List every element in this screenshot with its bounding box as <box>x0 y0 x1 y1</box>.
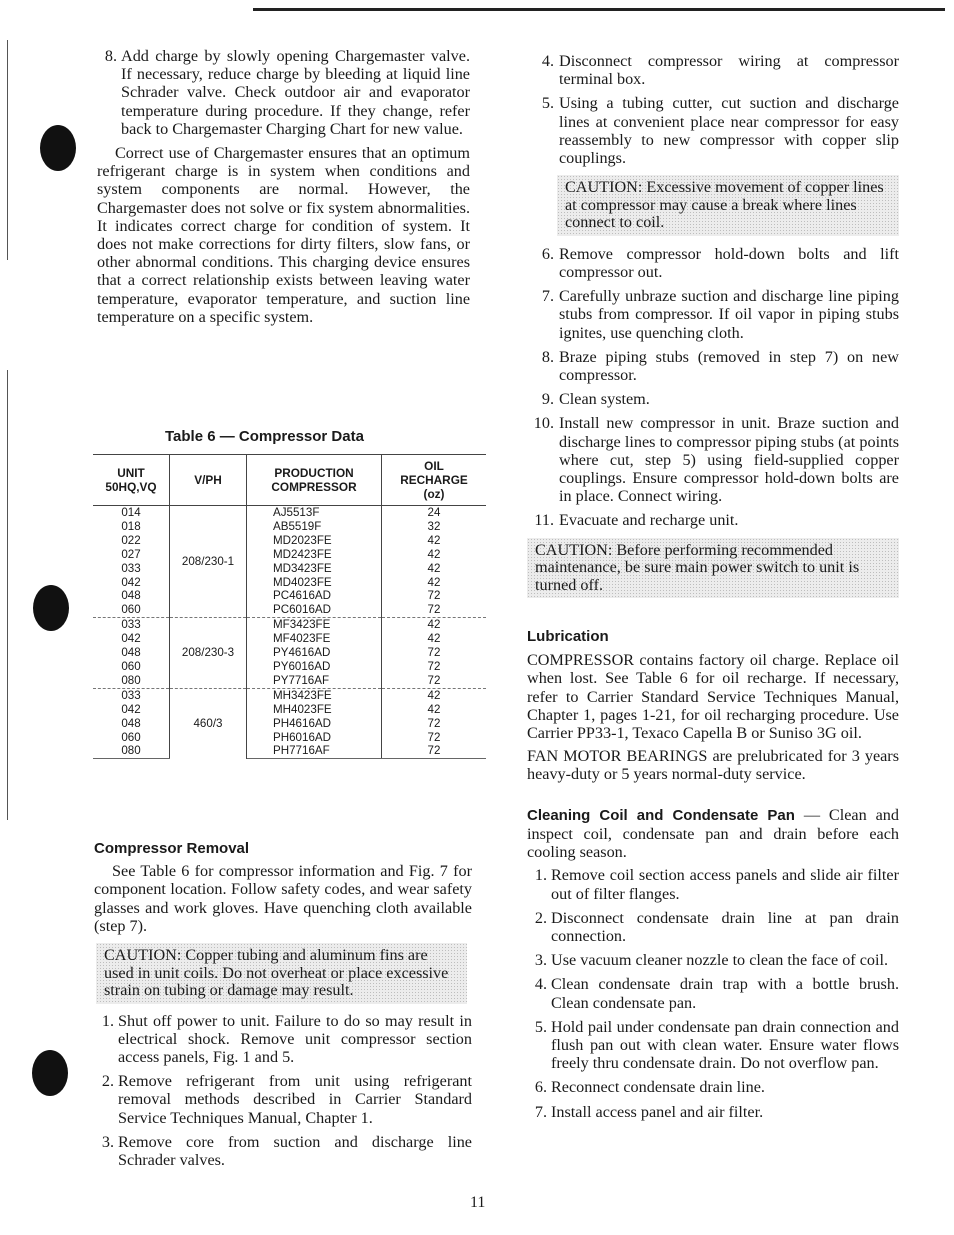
step-text: Shut off power to unit. Failure to do so may result in electrical shock. Remove unit compressor section access panels, Fig. 1 and 5. <box>118 1011 472 1066</box>
cell-compressor: PY6016AD <box>247 660 382 674</box>
table-row <box>93 674 486 688</box>
step-item <box>527 287 899 342</box>
table-row <box>93 688 486 702</box>
step-text: Add charge by slowly opening Chargemaster valve. If necessary, reduce charge by bleeding at liquid line Schrader valve. Check outdoor air and evaporator temperature during procedure. If they change, refer back to Chargemaster Charging Chart for new value. <box>121 47 470 138</box>
cell-unit: 060 <box>93 731 170 745</box>
step-item <box>527 975 899 1011</box>
step-number: 8. <box>104 47 117 65</box>
cell-oil: 72 <box>427 716 441 730</box>
cell-compressor: MF4023FE <box>247 632 382 646</box>
top-rule <box>253 8 945 11</box>
step-item <box>527 348 899 384</box>
cell-compressor: PH6016AD <box>247 731 382 745</box>
cleaning-intro <box>527 806 899 862</box>
compressor-removal-section <box>94 840 472 1175</box>
cell-unit: 027 <box>93 548 170 562</box>
step-item <box>527 94 899 167</box>
step-number: 3. <box>534 951 547 970</box>
cell-unit: 048 <box>93 717 170 731</box>
punch-hole <box>40 125 76 171</box>
step-text: Braze piping stubs (removed in step 7) on new compressor. <box>559 347 899 384</box>
header-unit: UNIT 50HQ,VQ <box>93 455 170 506</box>
cell-compressor: AJ5513F <box>247 506 382 520</box>
table-row <box>93 618 486 632</box>
step-text: Remove compressor hold-down bolts and lift compressor out. <box>559 244 899 281</box>
compressor-removal-intro: See Table 6 for compressor information and Fig. 7 for component location. Follow safety codes, and wear safety glasses and work gloves. Have quenching cloth available (step 7). <box>94 862 472 935</box>
cell-compressor: MF3423FE <box>247 618 382 632</box>
table-row <box>93 632 486 646</box>
binder-edge-line <box>7 370 8 820</box>
cell-unit: 060 <box>93 660 170 674</box>
cell-compressor: PH7716AF <box>247 744 382 758</box>
step-number: 9. <box>541 390 554 409</box>
binder-edge-line <box>7 40 8 260</box>
step-item <box>527 1103 899 1121</box>
cell-oil: 72 <box>382 744 487 758</box>
steps-group-a <box>527 52 899 167</box>
cell-unit: 042 <box>93 632 170 646</box>
cell-unit: 033 <box>93 618 170 632</box>
cleaning-intro-text: — Clean and inspect coil, condensate pan and drain before each cooling season. <box>527 805 899 862</box>
caution-box: CAUTION: Copper tubing and aluminum fins are used in unit coils. Do not overheat or place excessive strain on tubing or damage may result. <box>96 943 467 1004</box>
step-number: 5. <box>541 94 554 113</box>
cell-compressor: MD2423FE <box>247 548 382 562</box>
step-number: 7. <box>534 1102 547 1121</box>
cell-oil: 72 <box>427 646 441 660</box>
table-row <box>93 506 486 520</box>
cell-compressor: PY4616AD <box>247 646 382 660</box>
step-8 <box>97 47 470 138</box>
step-number: 4. <box>534 975 547 994</box>
step-text: Disconnect condensate drain line at pan drain connection. <box>551 908 899 945</box>
compressor-removal-heading: Compressor Removal <box>94 840 250 857</box>
cell-oil: 42 <box>382 688 487 702</box>
table-row <box>93 548 486 562</box>
cleaning-heading: Cleaning Coil and Condensate Pan <box>527 806 795 824</box>
cell-compressor: AB5519F <box>247 520 382 534</box>
step-item <box>527 511 899 529</box>
cell-oil: 32 <box>427 519 441 533</box>
step-number: 1. <box>534 866 547 885</box>
left-column <box>97 47 470 326</box>
punch-hole <box>33 585 69 631</box>
step-item <box>527 951 899 969</box>
step-number: 5. <box>534 1017 547 1036</box>
step-text: Remove core from suction and discharge line Schrader valves. <box>118 1132 472 1169</box>
cell-compressor: MD2023FE <box>247 534 382 548</box>
table-row <box>93 660 486 674</box>
cleaning-steps <box>527 866 899 1120</box>
step-item <box>527 909 899 945</box>
step-text: Using a tubing cutter, cut suction and discharge lines at convenient place near compressor for easy reassembly to new compressor with copper slip couplings. <box>559 94 899 168</box>
step-number: 6. <box>534 1078 547 1097</box>
cell-oil: 42 <box>427 533 441 547</box>
cell-compressor: PC4616AD <box>247 589 382 603</box>
cell-compressor: PH4616AD <box>247 717 382 731</box>
header-production: PRODUCTION COMPRESSOR <box>247 455 382 506</box>
step-number: 8. <box>541 347 554 366</box>
cell-unit: 042 <box>93 576 170 590</box>
cell-vph: 208/230-3 <box>170 618 247 689</box>
step-text: Hold pail under condensate pan drain connection and flush pan out with clean water. Ensure water flows freely thru condensate drain. Do not overflow pan. <box>551 1017 899 1073</box>
cell-oil: 72 <box>427 589 441 603</box>
step-number: 2. <box>534 908 547 927</box>
table-row <box>93 603 486 617</box>
step-text: Disconnect compressor wiring at compressor terminal box. <box>559 52 899 89</box>
step-item <box>527 52 899 88</box>
steps-group-b <box>527 245 899 530</box>
cell-oil: 42 <box>427 547 441 561</box>
cell-compressor: PC6016AD <box>247 603 382 617</box>
step-item <box>527 414 899 505</box>
cell-oil: 72 <box>427 673 441 687</box>
step-item <box>527 1078 899 1096</box>
step-number: 6. <box>541 244 554 263</box>
table-row <box>93 717 486 731</box>
lubrication-fan-motor: FAN MOTOR BEARINGS are prelubricated for 3 years heavy-duty or 5 years normal-duty service. <box>527 747 899 784</box>
cell-unit: 048 <box>93 589 170 603</box>
cell-oil: 24 <box>427 506 441 519</box>
table-title: Table 6 — Compressor Data <box>165 428 364 445</box>
cell-oil: 42 <box>427 575 441 589</box>
table-row <box>93 589 486 603</box>
cell-unit: 014 <box>93 506 170 520</box>
header-oil: OIL RECHARGE (oz) <box>382 455 487 506</box>
step-number: 2. <box>101 1072 114 1091</box>
step-number: 11. <box>534 511 554 530</box>
step-number: 7. <box>541 287 554 306</box>
caution-box: CAUTION: Before performing recommended maintenance, be sure main power switch to unit is turned off. <box>527 538 899 599</box>
cell-vph: 208/230-1 <box>170 506 247 618</box>
table-row <box>93 576 486 590</box>
compressor-data-table <box>93 454 486 759</box>
step-item <box>527 1018 899 1073</box>
step-item <box>94 1012 472 1067</box>
step-text: Remove refrigerant from unit using refrigerant removal methods described in Carrier Standard Service Techniques Manual, Chapter 1. <box>118 1072 472 1127</box>
step-number: 4. <box>541 52 554 70</box>
step-text: Remove coil section access panels and slide air filter out of filter flanges. <box>551 866 899 903</box>
step-text: Clean system. <box>559 390 650 409</box>
cell-unit: 080 <box>93 744 170 758</box>
cell-unit: 042 <box>93 703 170 717</box>
cell-unit: 060 <box>93 603 170 617</box>
table-row <box>93 731 486 745</box>
step-text: Evacuate and recharge unit. <box>559 511 739 530</box>
cell-vph: 460/3 <box>170 688 247 759</box>
cell-oil: 42 <box>427 632 441 646</box>
cell-unit: 080 <box>93 674 170 688</box>
header-vph: V/PH <box>170 455 247 506</box>
cell-oil: 72 <box>427 730 441 744</box>
table-row <box>93 562 486 576</box>
step-item <box>527 390 899 408</box>
step-text: Carefully unbraze suction and discharge line piping stubs from compressor. If oil vapor in piping stubs ignites, use quenching cloth. <box>559 287 899 342</box>
step-number: 1. <box>101 1011 114 1030</box>
step-item <box>527 245 899 281</box>
table-row <box>93 534 486 548</box>
step-text: Use vacuum cleaner nozzle to clean the face of coil. <box>551 951 889 970</box>
cell-oil: 42 <box>427 561 441 575</box>
cell-compressor: MH3423FE <box>247 688 382 702</box>
step-number: 3. <box>101 1132 114 1151</box>
cell-unit: 018 <box>93 520 170 534</box>
cell-compressor: MH4023FE <box>247 703 382 717</box>
step-text: Reconnect condensate drain line. <box>551 1078 765 1097</box>
cell-unit: 022 <box>93 534 170 548</box>
step-item <box>94 1072 472 1127</box>
step-number: 10. <box>533 414 554 433</box>
step-item <box>527 866 899 902</box>
removal-steps <box>94 1012 472 1170</box>
step-text: Install new compressor in unit. Braze suction and discharge lines to compressor piping stubs (at points where cut, step 5) using field-supplied copper couplings. Ensure compressor hold-down bolts are in place. Connect wiring. <box>559 414 899 506</box>
step-text: Clean condensate drain trap with a bottle brush. Clean condensate pan. <box>551 975 899 1012</box>
caution-box: CAUTION: Excessive movement of copper lines at compressor may cause a break where lines connect to coil. <box>557 175 899 236</box>
right-column <box>527 52 899 1127</box>
step-item <box>94 1133 472 1169</box>
cell-oil: 42 <box>427 702 441 716</box>
table-row <box>93 703 486 717</box>
cell-oil: 72 <box>427 603 441 617</box>
cell-compressor: MD3423FE <box>247 562 382 576</box>
step-text: Install access panel and air filter. <box>551 1102 764 1121</box>
cell-unit: 033 <box>93 562 170 576</box>
cell-oil: 72 <box>427 659 441 673</box>
page-number: 11 <box>470 1194 486 1211</box>
cell-unit: 048 <box>93 646 170 660</box>
chargemaster-paragraph: Correct use of Chargemaster ensures that an optimum refrigerant charge is in system when conditions and system components are normal. However, the Chargemaster does not solve or fix system abnormalities. It indicates correct charge for condition of system. It does not make corrections for dirty filters, slow fans, or other abnormal conditions. This charging device ensures that a correct relationship exists between leaving water temperature, evaporator temperature, and suction line temperature on a specific system. <box>97 144 470 326</box>
punch-hole <box>32 1050 68 1096</box>
cell-unit: 033 <box>93 688 170 702</box>
table-row <box>93 520 486 534</box>
table-row <box>93 646 486 660</box>
cell-compressor: PY7716AF <box>247 674 382 688</box>
cell-oil: 42 <box>382 618 487 632</box>
table-row <box>93 744 486 758</box>
lubrication-compressor: COMPRESSOR contains factory oil charge. Replace oil when lost. See Table 6 for oil recharge. If necessary, refer to Carrier Standard Service Techniques Manual, Chapter 1, pages 1-21, for oil recharging procedure. Use Carrier PP33-1, Texaco Capella B or Suniso 3G oil. <box>527 651 899 743</box>
lubrication-heading: Lubrication <box>527 628 609 646</box>
cell-compressor: MD4023FE <box>247 576 382 590</box>
